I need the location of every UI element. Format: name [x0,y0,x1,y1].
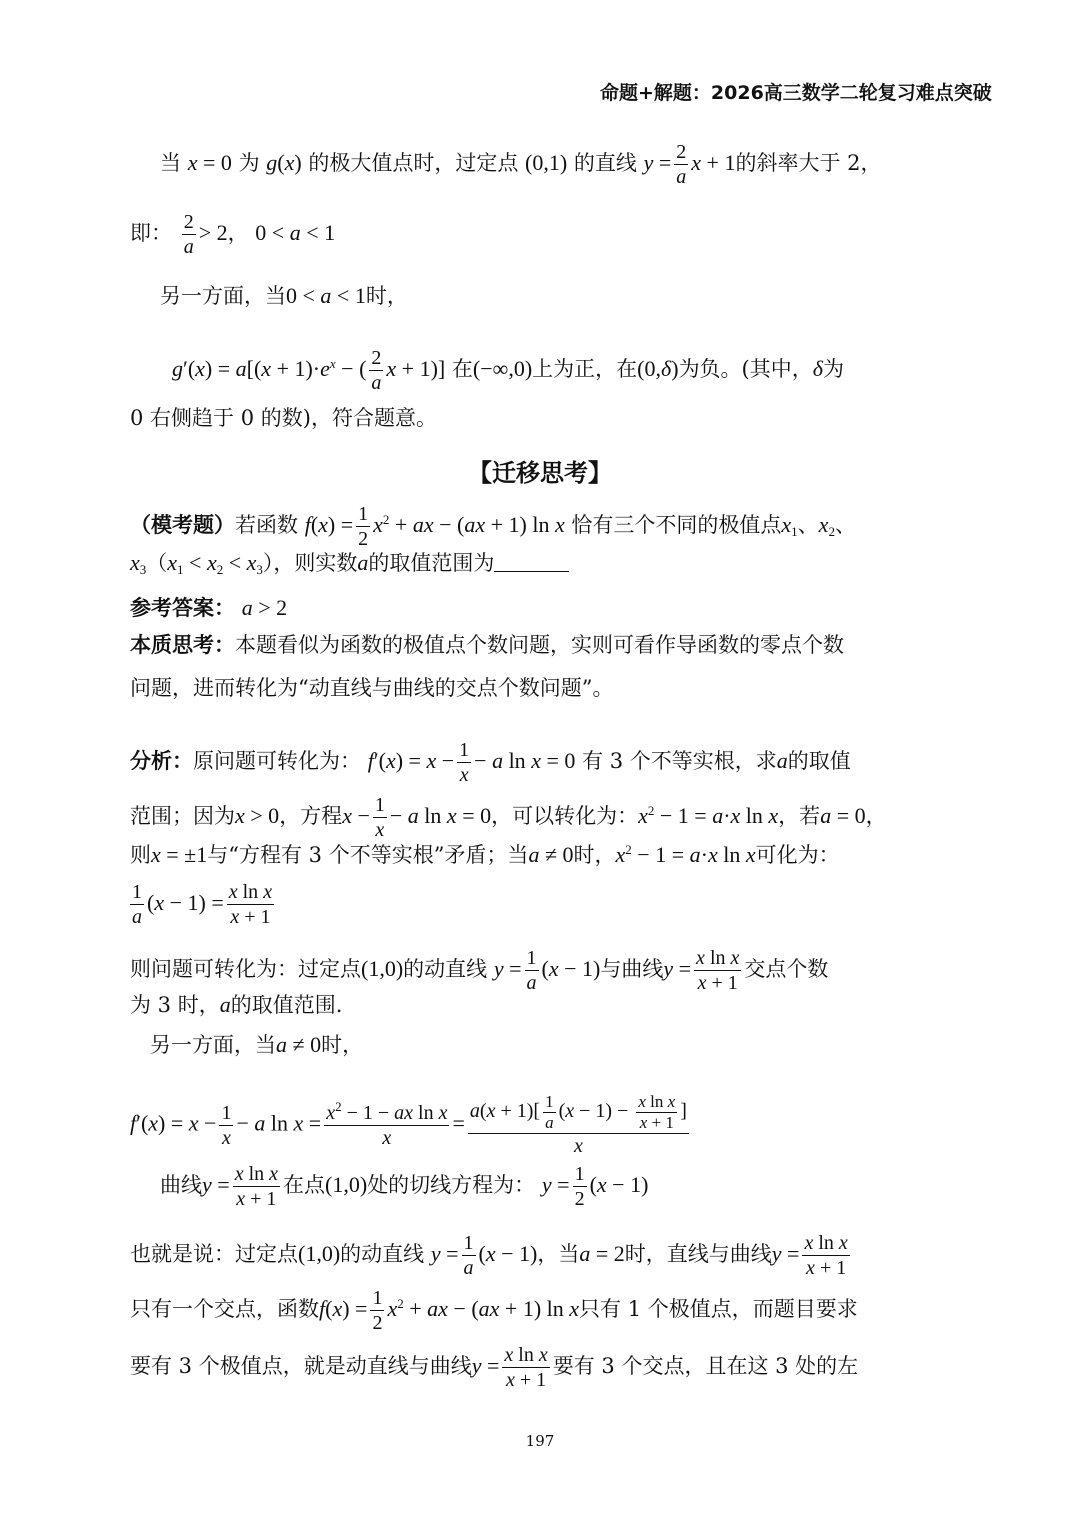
text-line: $x_3(x_1 < x_2 < x_3)$，则实数a的取值范围为 [130,548,569,578]
text: ，方程 [279,804,343,828]
text: 在点 [283,1173,326,1197]
text-line: 另一方面，当0 < a < 1时， [160,283,408,308]
text: 与曲线 [600,957,664,981]
text: 的斜率大于 2， [735,151,882,175]
text: 时， [573,843,616,867]
text: ， [865,804,887,828]
text: 、 [797,513,819,537]
fraction: $\frac{\text{x ln x}}{x + 1}$ [234,1163,279,1210]
text: ，若 [778,804,821,828]
text: 恰有三个不同的极值点 [571,513,782,537]
fraction: $\frac{\text{x ln x}}{x + 1}$ [228,881,273,928]
fraction: $\frac{\text{x ln x}}{x + 1}$ [638,1092,676,1132]
text: 为 [238,151,260,175]
text: 即： [130,221,172,245]
essence-label: 本质思考： [130,633,235,657]
text-line: 则x = ±1与“方程有 3 个不等实根”矛盾；当a ≠ 0时，$x^2 - 1 = a\cdot x$ ln x可化为： [130,842,840,867]
text: 只有一个交点，函数 [130,1297,319,1321]
text: 则 [130,843,151,867]
text: 处的切线方程为： [367,1173,536,1197]
text: 时，直线与曲线 [624,1242,772,1266]
text: 曲线 [160,1173,202,1197]
text: 也就是说：过定点 [130,1242,298,1266]
text: 的动直线 [403,957,488,981]
text-line: 曲线y = $\frac{\text{x ln x}}{x + 1}$ 在点(1,0)处的切线方程为： y = $\frac{1}{2}$ (x − 1) [160,1163,649,1210]
text-line: f′(x) = x − $\frac{1}{x}$ − a ln x = $\frac{x^2 - 1 - ax \ln x}{x}$ = a(x + 1)[ $\frac{1}{a}$ (x − 1) − $\frac{\text{x ln x}}{x + 1}$ ] x [130,1092,687,1157]
text: 、 [834,513,856,537]
text-line: 要有 3 个极值点，就是动直线与曲线y = $\frac{\text{x ln x}}{x + 1}$ 要有 3 个交点，且在这 3 处的左 [130,1344,859,1391]
fraction: $\frac{1}{2}$ [574,1163,585,1210]
text-line: （模考题）若函数 f(x) = $\frac{1}{2}$ $x^2$ + ax − (ax + 1) ln x 恰有三个不同的极值点$x_1$、$x_2$、 [130,503,856,550]
text-line: 则问题可转化为：过定点(1,0)的动直线 y = $\frac{1}{a}$ (x − 1)与曲线y = $\frac{\text{x ln x}}{x + 1}$ 交点个数 [130,947,829,994]
text: 时， [365,284,408,308]
fraction: $\frac{\text{x ln x}}{x + 1}$ [696,947,740,994]
text-line: 只有一个交点，函数f(x) = $\frac{1}{2}$ $x^2$ + ax − (ax + 1) ln x只有 1 个极值点，而题目要求 [130,1287,858,1334]
text-line: 0 右侧趋于 0 的数)，符合题意。 [130,406,437,430]
text: 与“方程有 3 个不等实根”矛盾；当 [207,843,529,867]
fraction: $\frac{x^2 - 1 - ax \ln x}{x}$ [326,1098,448,1149]
fraction: $\frac{2}{a}$ [183,211,194,258]
text-line: 即： $\frac{2}{a}$ > 2， 0 < a < 1 [130,211,336,258]
text: 当 [160,151,181,175]
text: 另一方面，当 [160,284,286,308]
text: 要有 3 个极值点，就是动直线与曲线 [130,1354,472,1378]
text: 另一方面，当 [150,1033,276,1057]
text: 可化为： [755,843,840,867]
text: 的取值范围为 [368,551,495,575]
fraction: $\frac{\text{x ln x}}{x + 1}$ [504,1344,548,1391]
text: 原问题可转化为： [193,749,361,773]
text: 的极大值点时，过定点 [308,151,519,175]
text-line: 当 x = 0 为 g(x) 的极大值点时，过定点 (0,1) 的直线 y = $\frac{2}{a}$ x + 1的斜率大于 2， [160,141,882,188]
fraction: $\frac{\text{x ln x}}{x + 1}$ [804,1232,848,1279]
fraction: a(x + 1)[ $\frac{1}{a}$ (x − 1) − $\frac{\text{x ln x}}{x + 1}$ ] x [469,1092,687,1157]
text-line: 范围；因为x > 0，方程x − $\frac{1}{x}$ − a ln x = 0，可以转化为：$x^2 - 1 = a\cdot x$ ln x，若a = 0， [130,794,887,841]
fraction: $\frac{1}{2}$ [372,1287,383,1334]
text: 的取值 [787,749,851,773]
text: 本题看似为函数的极值点个数问题，实则可看作导函数的零点个数 [235,633,844,657]
header-title: 命题+解题：2026高三数学二轮复习难点突破 [600,82,992,104]
text: ，可以转化为： [491,804,639,828]
answer-blank [494,551,569,572]
text-line: 也就是说：过定点(1,0)的动直线 y = $\frac{1}{a}$ (x − 1)，当a = 2时，直线与曲线y = $\frac{\text{x ln x}}{x + 1}$ [130,1232,848,1279]
text: 为 3 时， [130,993,220,1017]
fraction: $\frac{1}{a}$ [132,881,142,928]
text: 交点个数 [744,957,829,981]
text: ，则实数 [273,551,358,575]
analysis-label: 分析： [130,749,193,773]
text: 时， [321,1033,364,1057]
text: 只有 1 个极值点，而题目要求 [579,1297,858,1321]
fraction: $\frac{1}{a}$ [526,947,537,994]
text: 范围；因为 [130,804,235,828]
fraction: $\frac{1}{a}$ [545,1092,554,1132]
text: 的直线 [573,151,637,175]
fraction: $\frac{1}{x}$ [459,739,470,786]
text: 的取值范围. [230,993,343,1017]
text-line: $g'(x) = a[(x + 1)\cdot e^x$ − ( $\frac{2}{a}$ x + 1)] 在(−∞,0)上为正，在(0,δ)为负。(其中，δ为 [172,347,844,394]
fraction: $\frac{2}{a}$ [371,347,382,394]
fraction: $\frac{2}{a}$ [676,141,687,188]
fraction: $\frac{1}{x}$ [374,794,385,841]
fraction: $\frac{1}{a}$ [463,1232,474,1279]
text-line: 问题，进而转化为“动直线与曲线的交点个数问题”。 [130,676,614,700]
text: 有 3 个不等实根，求 [582,749,777,773]
fraction: $\frac{1}{x}$ [221,1101,232,1149]
page-number: 197 [525,1432,555,1450]
text-line [130,630,844,660]
section-heading: 【迁移思考】 [468,459,612,487]
text: 为 [823,357,844,381]
answer-label: 参考答案： [130,596,235,620]
text: 为负。(其中， [678,357,813,381]
text-line: $\frac{1}{a}$ (x − 1) = $\frac{\text{x ln x}}{x + 1}$ [132,881,273,928]
fraction: $\frac{1}{2}$ [358,503,369,550]
text-line: 参考答案： a > 2 [130,595,288,620]
text-line: 为 3 时，a的取值范围. [130,992,343,1017]
text: 要有 3 个交点，且在这 3 处的左 [552,1354,859,1378]
text-line: 分析：原问题可转化为： f′(x) = x − $\frac{1}{x}$ − a ln x = 0 有 3 个不等实根，求a的取值 [130,739,851,786]
text-line: 另一方面，当a ≠ 0时， [150,1032,364,1057]
text: 上为正，在 [532,357,638,381]
text: ， [227,221,249,245]
text: 若函数 [235,513,298,537]
text: 则问题可转化为：过定点 [130,957,361,981]
text: 的动直线 [340,1242,425,1266]
text: 在 [451,357,473,381]
text: ，当 [537,1242,580,1266]
problem-label: （模考题） [130,513,235,537]
